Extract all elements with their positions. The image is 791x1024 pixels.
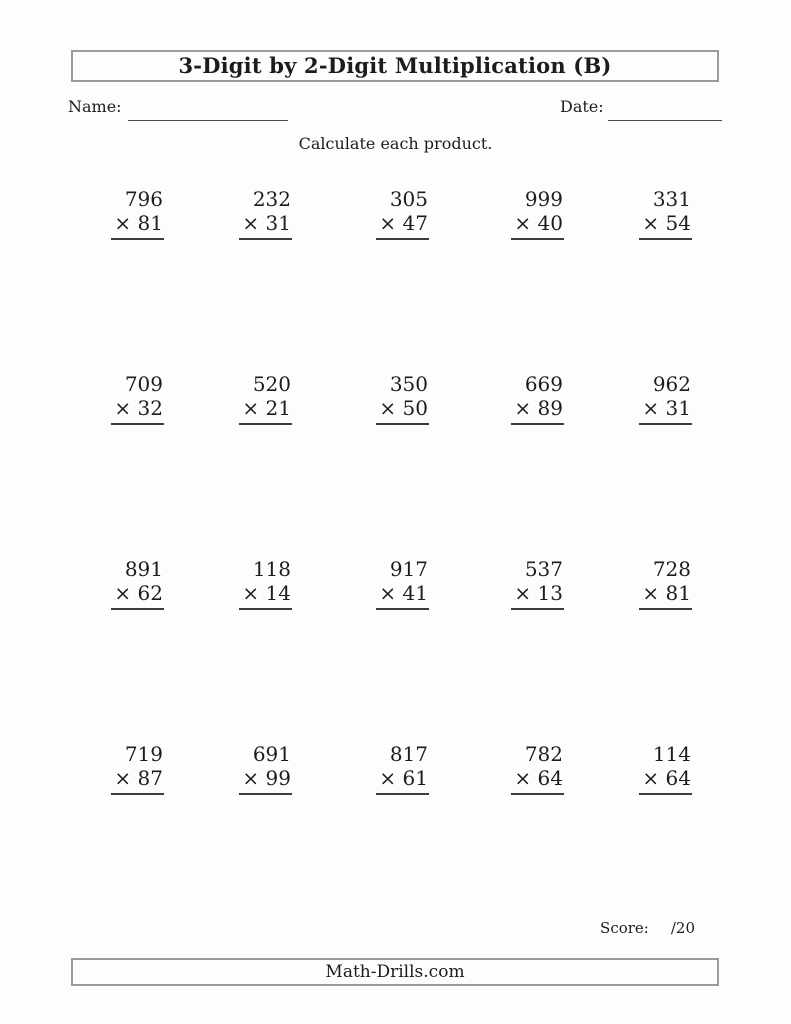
multiplier: 50 [402, 396, 428, 420]
problems-grid [0, 180, 791, 860]
multiplier: 87 [137, 766, 163, 790]
multiplicand: 999 [524, 187, 563, 211]
multiplication-problem [242, 557, 291, 610]
multiplicand: 728 [652, 557, 691, 581]
answer-line[interactable] [511, 608, 564, 610]
multiplier: 62 [137, 581, 163, 605]
multiplier: 99 [265, 766, 291, 790]
multiplier-row [642, 211, 691, 235]
multiplier-row [642, 581, 691, 605]
multiplicand: 817 [389, 742, 428, 766]
answer-line[interactable] [376, 238, 429, 240]
multiply-sign: × [642, 396, 666, 420]
multiply-sign: × [114, 211, 138, 235]
problem-row [0, 187, 791, 267]
problem-row [0, 372, 791, 452]
page-title: 3-Digit by 2-Digit Multiplication (B) [178, 53, 612, 78]
multiplicand: 719 [124, 742, 163, 766]
answer-line[interactable] [239, 238, 292, 240]
footer-box [71, 958, 719, 986]
multiply-sign: × [242, 581, 266, 605]
multiplication-problem [242, 187, 291, 240]
multiplier: 14 [265, 581, 291, 605]
multiplier-row [114, 396, 163, 420]
multiplication-problem [514, 742, 563, 795]
multiplier-row [379, 581, 428, 605]
multiplicand: 520 [252, 372, 291, 396]
multiplication-problem [642, 742, 691, 795]
multiply-sign: × [242, 766, 266, 790]
multiplicand: 114 [652, 742, 691, 766]
multiply-sign: × [642, 766, 666, 790]
multiplier: 40 [537, 211, 563, 235]
answer-line[interactable] [376, 423, 429, 425]
multiplier-row [242, 581, 291, 605]
multiplicand: 917 [389, 557, 428, 581]
multiply-sign: × [242, 211, 266, 235]
multiplication-problem [114, 742, 163, 795]
multiplicand: 709 [124, 372, 163, 396]
multiplier: 31 [665, 396, 691, 420]
answer-line[interactable] [239, 423, 292, 425]
multiplication-problem [114, 187, 163, 240]
answer-line[interactable] [639, 793, 692, 795]
multiply-sign: × [514, 581, 538, 605]
multiplier: 64 [537, 766, 563, 790]
multiplier: 47 [402, 211, 428, 235]
multiplier-row [379, 396, 428, 420]
answer-line[interactable] [639, 238, 692, 240]
multiply-sign: × [379, 211, 403, 235]
score-label: Score: [600, 919, 649, 937]
multiply-sign: × [379, 766, 403, 790]
answer-line[interactable] [111, 238, 164, 240]
multiplier: 32 [137, 396, 163, 420]
multiplier-row [642, 766, 691, 790]
multiplier-row [514, 766, 563, 790]
problem-row [0, 557, 791, 637]
name-blank-field[interactable] [128, 100, 288, 121]
answer-line[interactable] [239, 608, 292, 610]
multiply-sign: × [642, 581, 666, 605]
multiply-sign: × [379, 581, 403, 605]
answer-line[interactable] [376, 608, 429, 610]
multiply-sign: × [379, 396, 403, 420]
multiplication-problem [642, 372, 691, 425]
multiplier-row [114, 766, 163, 790]
multiply-sign: × [642, 211, 666, 235]
multiplier-row [514, 581, 563, 605]
date-label: Date: [560, 97, 604, 116]
multiplication-problem [642, 187, 691, 240]
answer-line[interactable] [639, 423, 692, 425]
multiplicand: 782 [524, 742, 563, 766]
multiplier: 81 [137, 211, 163, 235]
multiplier: 41 [402, 581, 428, 605]
multiplication-problem [514, 557, 563, 610]
multiplicand: 669 [524, 372, 563, 396]
multiplication-problem [379, 372, 428, 425]
multiply-sign: × [242, 396, 266, 420]
multiplicand: 305 [389, 187, 428, 211]
multiplicand: 891 [124, 557, 163, 581]
multiplication-problem [514, 187, 563, 240]
multiplication-problem [379, 557, 428, 610]
answer-line[interactable] [111, 423, 164, 425]
multiplication-problem [379, 742, 428, 795]
multiplication-problem [114, 372, 163, 425]
answer-line[interactable] [511, 423, 564, 425]
score-value: /20 [670, 919, 695, 937]
multiplication-problem [114, 557, 163, 610]
answer-line[interactable] [111, 793, 164, 795]
title-box [71, 50, 719, 82]
multiplication-problem [379, 187, 428, 240]
multiplier: 13 [537, 581, 563, 605]
multiplicand: 232 [252, 187, 291, 211]
answer-line[interactable] [639, 608, 692, 610]
date-blank-field[interactable] [608, 100, 722, 121]
multiplier: 89 [537, 396, 563, 420]
answer-line[interactable] [511, 238, 564, 240]
multiplier-row [379, 211, 428, 235]
problem-row [0, 742, 791, 822]
multiplier-row [242, 396, 291, 420]
multiplier-row [114, 211, 163, 235]
multiplier: 31 [265, 211, 291, 235]
multiplication-problem [642, 557, 691, 610]
multiplicand: 350 [389, 372, 428, 396]
multiplication-problem [242, 372, 291, 425]
multiplication-problem [242, 742, 291, 795]
multiplier-row [242, 766, 291, 790]
name-label: Name: [68, 97, 122, 116]
multiply-sign: × [114, 766, 138, 790]
answer-line[interactable] [511, 793, 564, 795]
multiplier-row [642, 396, 691, 420]
multiply-sign: × [514, 766, 538, 790]
multiply-sign: × [514, 211, 538, 235]
multiplier-row [379, 766, 428, 790]
answer-line[interactable] [111, 608, 164, 610]
multiply-sign: × [114, 396, 138, 420]
multiplier: 21 [265, 396, 291, 420]
multiplicand: 962 [652, 372, 691, 396]
multiplicand: 537 [524, 557, 563, 581]
instruction-text: Calculate each product. [298, 134, 493, 153]
multiplier-row [242, 211, 291, 235]
multiplier-row [114, 581, 163, 605]
multiplier: 64 [665, 766, 691, 790]
multiplier-row [514, 211, 563, 235]
multiplication-problem [514, 372, 563, 425]
multiplier: 81 [665, 581, 691, 605]
footer-brand: Math-Drills.com [325, 962, 465, 982]
multiplier-row [514, 396, 563, 420]
multiplicand: 796 [124, 187, 163, 211]
answer-line[interactable] [376, 793, 429, 795]
score-row [0, 919, 695, 937]
multiply-sign: × [514, 396, 538, 420]
multiplicand: 331 [652, 187, 691, 211]
multiply-sign: × [114, 581, 138, 605]
multiplicand: 691 [252, 742, 291, 766]
multiplier: 61 [402, 766, 428, 790]
multiplier: 54 [665, 211, 691, 235]
multiplicand: 118 [252, 557, 291, 581]
answer-line[interactable] [239, 793, 292, 795]
